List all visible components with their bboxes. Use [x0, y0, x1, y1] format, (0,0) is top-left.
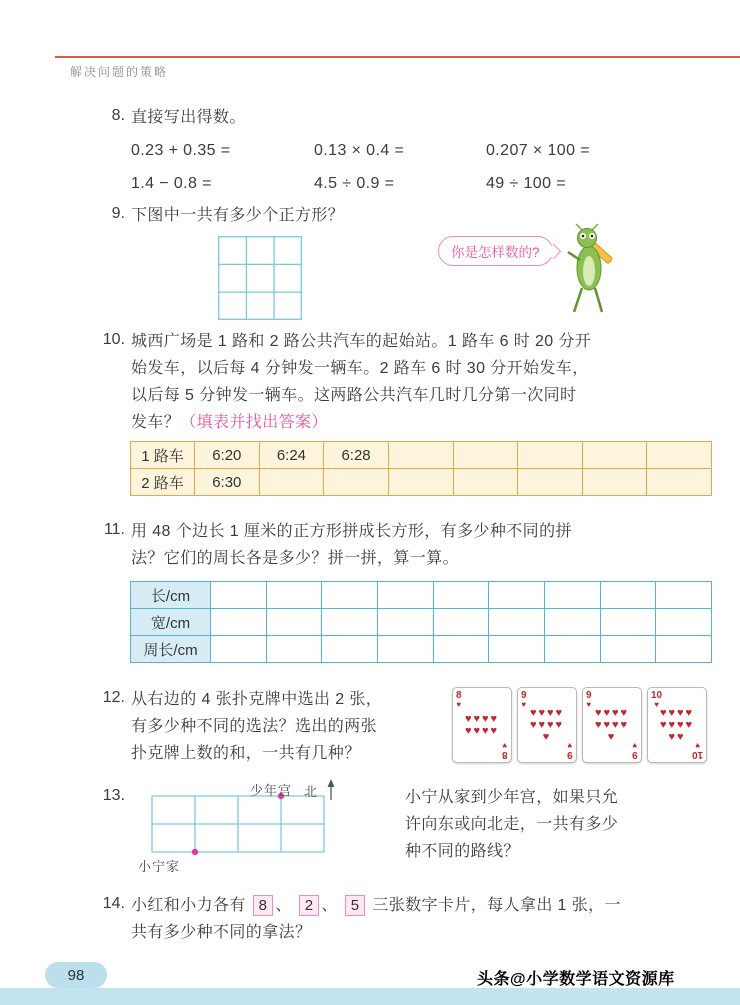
problem-8-number: 8.: [111, 107, 125, 124]
playing-card: [517, 687, 577, 763]
north-label: 北: [304, 784, 319, 799]
table-cell: [453, 442, 518, 469]
problem-11-number: 11.: [103, 521, 125, 538]
problem-10-line2: 始发车，以后每 4 分钟发一辆车。2 路车 6 时 30 分开始发车，: [131, 360, 589, 377]
expression: 4.5 ÷ 0.9 =: [314, 175, 395, 192]
table-cell: [433, 609, 489, 636]
row-label: 1 路车: [131, 442, 195, 469]
table-cell: [211, 636, 267, 663]
table-cell: [600, 636, 656, 663]
table-cell: [433, 582, 489, 609]
table-cell: 6:20: [195, 442, 260, 469]
expression: 0.23 + 0.35 =: [131, 142, 231, 159]
table-cell: [489, 582, 545, 609]
table-row: [131, 582, 712, 609]
table-cell: [377, 582, 433, 609]
problem-14-suffix: 三张数字卡片，每人拿出 1 张，一: [372, 897, 621, 914]
table-cell: [518, 469, 583, 496]
table-cell: [266, 582, 322, 609]
problem-9-title: 下图中一共有多少个正方形？: [131, 207, 345, 224]
digit-card-2: 2: [299, 895, 320, 916]
table-row: [131, 636, 712, 663]
card-corner: 9 ♥: [567, 741, 573, 760]
problem-13-line2: 许向东或向北走，一共有多少: [405, 816, 619, 833]
expression: 0.207 × 100 =: [486, 142, 590, 159]
row-label: 周长/cm: [131, 636, 211, 663]
expression: 0.13 × 0.4 =: [314, 142, 405, 159]
table-cell: [266, 609, 322, 636]
table-row: [131, 442, 712, 469]
table-cell: [647, 469, 712, 496]
separator: 、: [275, 897, 292, 914]
playing-card: [452, 687, 512, 763]
separator: 、: [321, 897, 338, 914]
table-cell: [324, 469, 389, 496]
page-number-badge: 98: [45, 962, 107, 988]
table-cell: [518, 442, 583, 469]
problem-10-hint: （填表并找出答案）: [180, 414, 328, 431]
problem-14-line1: [131, 895, 621, 916]
card-pips: ♥♥♥♥♥♥♥♥♥: [529, 707, 565, 743]
problem-10-line4: [131, 412, 328, 433]
watermark: 头条@小学数学语文资源库: [477, 971, 675, 988]
expression: 49 ÷ 100 =: [486, 175, 566, 192]
card-corner: 10 ♥: [651, 690, 663, 709]
table-cell: [322, 636, 378, 663]
table-cell: 6:28: [324, 442, 389, 469]
chapter-title: 解决问题的策略: [70, 65, 169, 79]
problem-12-line3: 扑克牌上数的和，一共有几种？: [131, 745, 361, 762]
problem-10-line4-text: 发车？: [131, 414, 181, 431]
card-pips: ♥♥♥♥♥♥♥♥♥♥: [659, 707, 695, 743]
table-cell: 6:24: [259, 442, 324, 469]
rectangles-table: [130, 581, 712, 663]
table-cell: [453, 469, 518, 496]
table-cell: [266, 636, 322, 663]
card-corner: 9 ♥: [521, 690, 527, 709]
table-cell: [322, 609, 378, 636]
row-label: 宽/cm: [131, 609, 211, 636]
table-cell: 6:30: [195, 469, 260, 496]
table-cell: [211, 582, 267, 609]
table-cell: [377, 636, 433, 663]
card-pips: ♥♥♥♥♥♥♥♥♥: [594, 707, 630, 743]
problem-11-line1: 用 48 个边长 1 厘米的正方形拼成长方形，有多少种不同的拼: [131, 523, 572, 540]
header-rule: [55, 56, 740, 58]
card-corner: 8 ♥: [502, 741, 508, 760]
expression: 1.4 − 0.8 =: [131, 175, 212, 192]
table-cell: [582, 442, 647, 469]
digit-card-8: 8: [253, 895, 274, 916]
mantis-character: [556, 222, 622, 317]
table-cell: [489, 609, 545, 636]
problem-11-line2: 法？它们的周长各是多少？拼一拼，算一算。: [131, 550, 460, 567]
table-cell: [600, 582, 656, 609]
table-row: [131, 469, 712, 496]
problem-9-number: 9.: [111, 205, 125, 222]
table-cell: [544, 609, 600, 636]
card-corner: 9 ♥: [632, 741, 638, 760]
card-pips: ♥♥♥♥♥♥♥♥: [464, 713, 500, 737]
problem-12-line2: 有多少种不同的选法？选出的两张: [131, 718, 378, 735]
problem-14-number: 14.: [102, 895, 125, 912]
table-cell: [211, 609, 267, 636]
palace-label: 少年宫: [250, 783, 293, 798]
problem-12-line1: 从右边的 4 张扑克牌中选出 2 张，: [131, 691, 383, 708]
playing-cards: [452, 687, 707, 763]
table-cell: [388, 442, 453, 469]
problem-10-number: 10.: [102, 331, 125, 348]
problem-13-line3: 种不同的路线？: [405, 843, 520, 860]
playing-card: [647, 687, 707, 763]
bus-schedule-table: [130, 441, 712, 496]
table-cell: [582, 469, 647, 496]
problem-10-line3: 以后每 5 分钟发一辆车。这两路公共汽车几时几分第一次同时: [131, 387, 577, 404]
table-cell: [259, 469, 324, 496]
problem-13-number: 13.: [102, 787, 125, 804]
playing-card: [582, 687, 642, 763]
problem-12-number: 12.: [102, 689, 125, 706]
table-cell: [377, 609, 433, 636]
table-row: [131, 609, 712, 636]
table-cell: [656, 636, 712, 663]
squares-grid: [218, 236, 302, 320]
bottom-strip: [0, 988, 740, 1005]
digit-card-5: 5: [345, 895, 366, 916]
home-label: 小宁家: [138, 859, 181, 874]
problem-14-line2: 共有多少种不同的拿法？: [131, 924, 312, 941]
table-cell: [600, 609, 656, 636]
home-dot: [192, 849, 198, 855]
table-cell: [489, 636, 545, 663]
table-cell: [322, 582, 378, 609]
problem-8-title: 直接写出得数。: [131, 109, 246, 126]
table-cell: [544, 636, 600, 663]
table-cell: [656, 609, 712, 636]
table-cell: [544, 582, 600, 609]
problem-10-line1: 城西广场是 1 路和 2 路公共汽车的起始站。1 路车 6 时 20 分开: [131, 333, 592, 350]
table-cell: [433, 636, 489, 663]
row-label: 长/cm: [131, 582, 211, 609]
card-corner: 10 ♥: [691, 741, 703, 760]
problem-14-prefix: 小红和小力各有: [131, 897, 246, 914]
row-label: 2 路车: [131, 469, 195, 496]
table-cell: [388, 469, 453, 496]
problem-13-line1: 小宁从家到少年宫，如果只允: [405, 789, 619, 806]
card-corner: 9 ♥: [586, 690, 592, 709]
speech-bubble: [438, 236, 553, 266]
speech-bubble-text: 你是怎样数的?: [451, 245, 540, 260]
card-corner: 8 ♥: [456, 690, 462, 709]
table-cell: [656, 582, 712, 609]
table-cell: [647, 442, 712, 469]
